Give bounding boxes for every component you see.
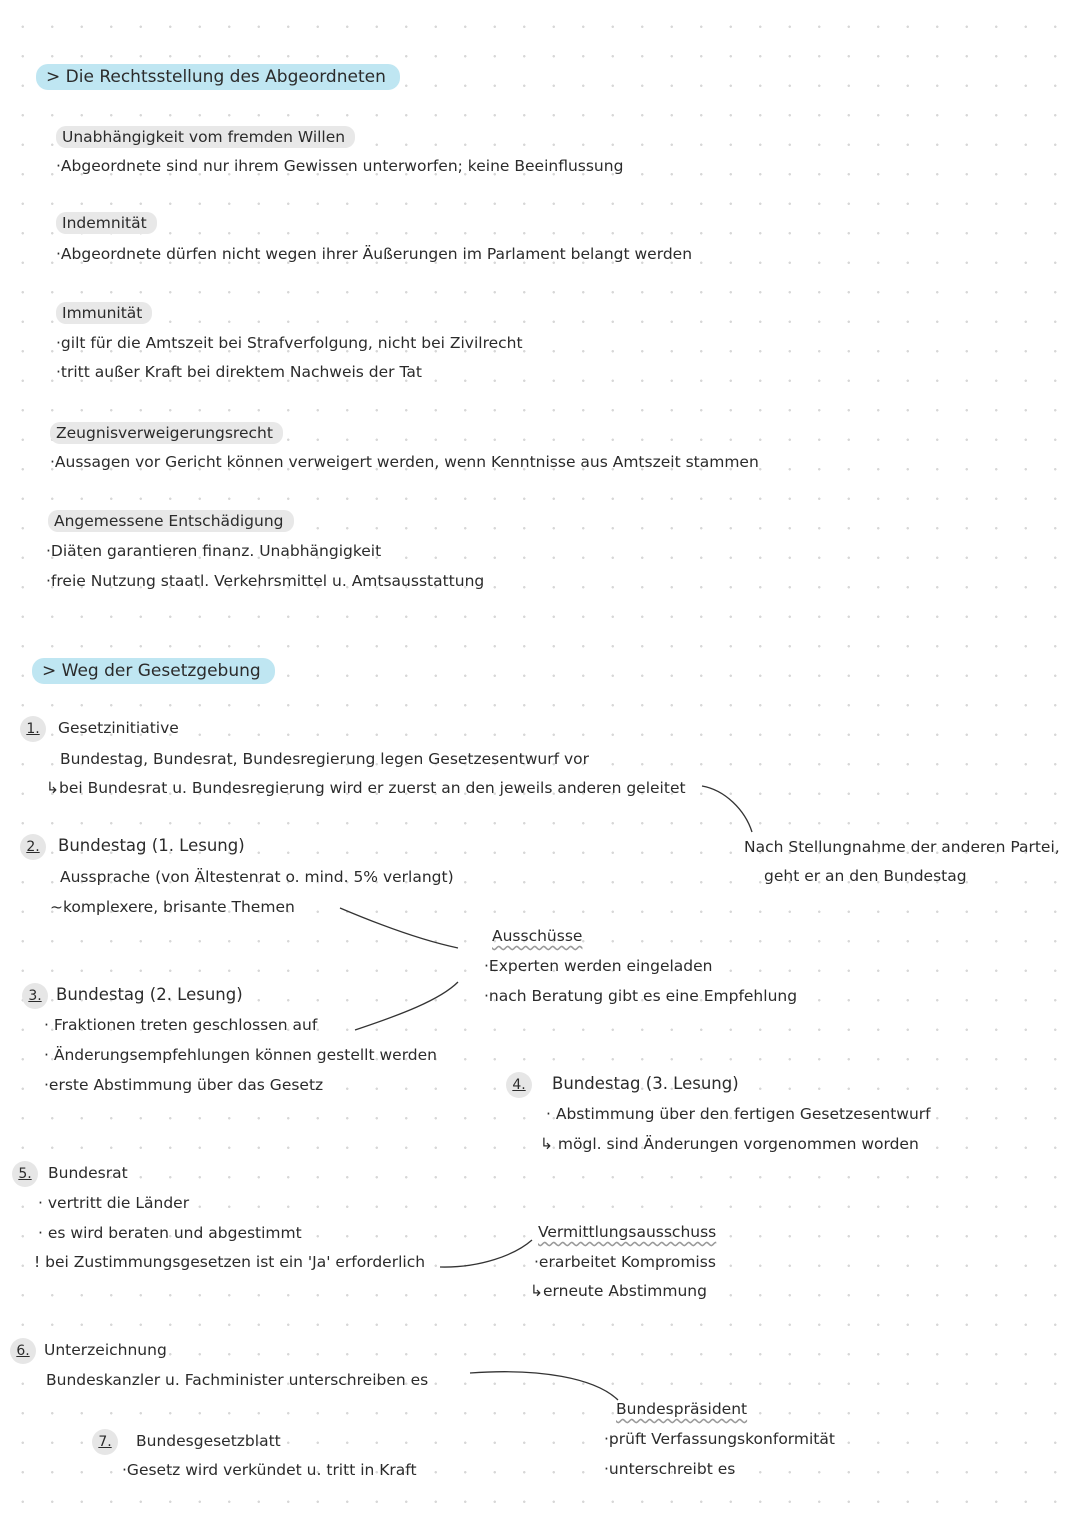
point-zeugnisverweigerungsrecht: ·Aussagen vor Gericht können verweigert werden, wenn Kenntnisse aus Amtszeit stammen	[50, 453, 759, 471]
step2-line-1: Aussprache (von Ältestenrat o. mind. 5% verlangt)	[60, 868, 454, 886]
committees-title: Ausschüsse	[492, 927, 583, 945]
step6-title: Unterzeichnung	[44, 1341, 167, 1359]
step7-line-1: ·Gesetz wird verkündet u. tritt in Kraft	[122, 1461, 417, 1479]
step3-line-2: · Änderungsempfehlungen können gestellt werden	[44, 1046, 437, 1064]
point-immunitaet-2: ·tritt außer Kraft bei direktem Nachweis der Tat	[56, 363, 422, 381]
step-number-5: 5.	[12, 1161, 38, 1187]
mediation-line-2: ↳erneute Abstimmung	[530, 1282, 707, 1300]
step-number-3: 3.	[22, 983, 48, 1009]
committees-line-1: ·Experten werden eingeladen	[484, 957, 713, 975]
point-immunitaet-1: ·gilt für die Amtszeit bei Strafverfolgung, nicht bei Zivilrecht	[56, 334, 523, 352]
step5-title: Bundesrat	[48, 1164, 128, 1182]
president-line-1: ·prüft Verfassungskonformität	[604, 1430, 835, 1448]
step5-line-1: · vertritt die Länder	[38, 1194, 190, 1212]
heading-immunitaet: Immunität	[56, 302, 152, 324]
step3-line-1: · Fraktionen treten geschlossen auf	[44, 1016, 318, 1034]
step7-title: Bundesgesetzblatt	[136, 1432, 281, 1450]
president-line-2: ·unterschreibt es	[604, 1460, 736, 1478]
step1-line-1: Bundestag, Bundesrat, Bundesregierung legen Gesetzesentwurf vor	[60, 750, 589, 768]
connector-step6-president	[470, 1372, 618, 1400]
step-number-4: 4.	[506, 1072, 532, 1098]
step6-line-1: Bundeskanzler u. Fachminister unterschreiben es	[46, 1371, 429, 1389]
committees-line-2: ·nach Beratung gibt es eine Empfehlung	[484, 987, 798, 1005]
step-number-2: 2.	[20, 834, 46, 860]
note-right-2: geht er an den Bundestag	[764, 867, 967, 885]
connector-step2-committees	[340, 908, 458, 948]
mediation-line-1: ·erarbeitet Kompromiss	[534, 1253, 716, 1271]
heading-unabhaengigkeit: Unabhängigkeit vom fremden Willen	[56, 126, 355, 148]
step5-line-2: · es wird beraten und abgestimmt	[38, 1224, 302, 1242]
heading-zeugnisverweigerungsrecht: Zeugnisverweigerungsrecht	[50, 422, 283, 444]
connector-step3-committees	[355, 982, 458, 1030]
step4-title: Bundestag (3. Lesung)	[552, 1074, 739, 1093]
heading-entschaedigung: Angemessene Entschädigung	[48, 510, 294, 532]
step5-line-3: ! bei Zustimmungsgesetzen ist ein 'Ja' erforderlich	[34, 1253, 426, 1271]
step2-line-2: ~komplexere, brisante Themen	[50, 898, 295, 916]
point-entschaedigung-1: ·Diäten garantieren finanz. Unabhängigkeit	[46, 542, 382, 560]
mediation-title: Vermittlungsausschuss	[538, 1223, 717, 1241]
step3-line-3: ·erste Abstimmung über das Gesetz	[44, 1076, 324, 1094]
step-number-6: 6.	[10, 1338, 36, 1364]
step4-line-2: ↳ mögl. sind Änderungen vorgenommen worden	[540, 1135, 919, 1153]
step1-line-2: ↳bei Bundesrat u. Bundesregierung wird er zuerst an den jeweils anderen geleitet	[46, 779, 686, 797]
step-number-1: 1.	[20, 716, 46, 742]
point-entschaedigung-2: ·freie Nutzung staatl. Verkehrsmittel u. Amtsausstattung	[46, 572, 485, 590]
step-number-7: 7.	[92, 1429, 118, 1455]
step4-line-1: · Abstimmung über den fertigen Gesetzesentwurf	[546, 1105, 931, 1123]
section-title-gesetzgebung: > Weg der Gesetzgebung	[32, 658, 275, 684]
step2-title: Bundestag (1. Lesung)	[58, 836, 245, 855]
president-title: Bundespräsident	[616, 1400, 748, 1418]
connector-step1-note	[702, 786, 752, 832]
section-title-rechtsstellung: > Die Rechtsstellung des Abgeordneten	[36, 64, 400, 90]
connector-step5-mediation	[440, 1240, 532, 1267]
point-indemnitaet: ·Abgeordnete dürfen nicht wegen ihrer Äußerungen im Parlament belangt werden	[56, 245, 693, 263]
heading-indemnitaet: Indemnität	[56, 212, 157, 234]
note-right-1: Nach Stellungnahme der anderen Partei,	[744, 838, 1060, 856]
step1-title: Gesetzinitiative	[58, 719, 179, 737]
step3-title: Bundestag (2. Lesung)	[56, 985, 243, 1004]
point-unabhaengigkeit: ·Abgeordnete sind nur ihrem Gewissen unterworfen; keine Beeinflussung	[56, 157, 624, 175]
